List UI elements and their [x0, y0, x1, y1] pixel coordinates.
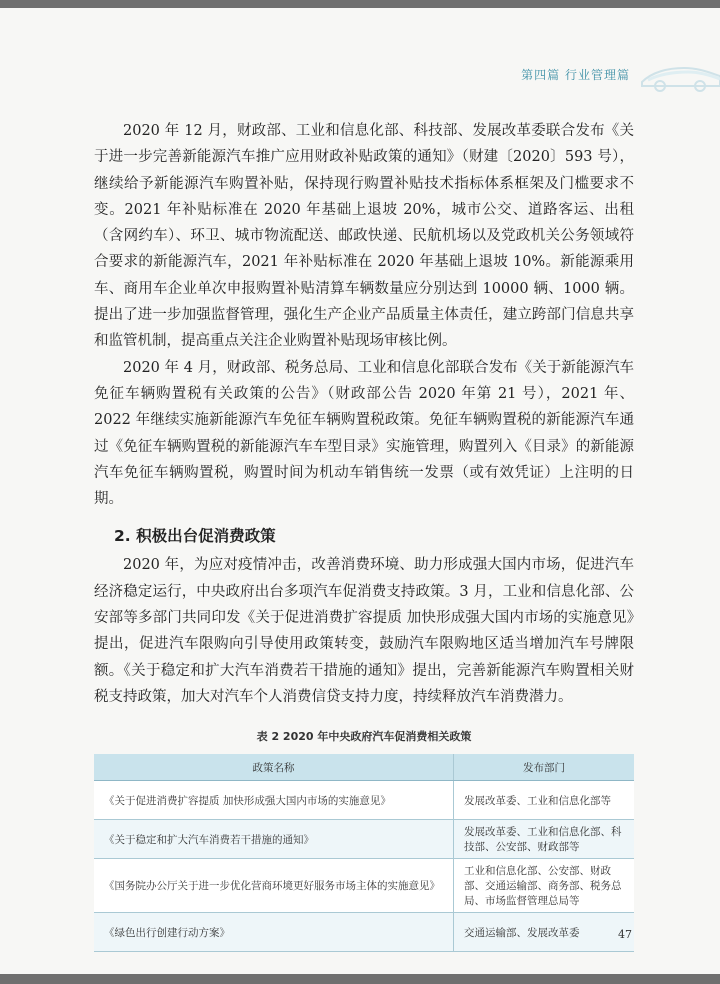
- table-row: [94, 913, 634, 952]
- paragraph-consumption-policy: 2020 年，为应对疫情冲击，改善消费环境、助力形成强大国内市场，促进汽车经济稳定运行，中央政府出台多项汽车促消费支持政策。3 月，工业和信息化部、公安部等多部门共同印发《关于促进消费扩容提质 加快形成强大国内市场的实施意见》提出，促进汽车限购向引导使用政策转变，鼓励汽车限购地区适当增加汽车号牌限额。《关于稳定和扩大汽车消费若干措施的通知》提出，完善新能源汽车购置相关财税支持政策，加大对汽车个人消费信贷支持力度，持续释放汽车消费潜力。: [94, 557, 634, 705]
- policy-name-cell: 《关于促进消费扩容提质 加快形成强大国内市场的实施意见》: [94, 781, 454, 820]
- table-caption: 表 2 2020 年中央政府汽车促消费相关政策: [256, 730, 472, 744]
- column-header-policy-name: 政策名称: [94, 754, 454, 781]
- policy-name-cell: 《绿色出行创建行动方案》: [94, 913, 454, 952]
- department-cell: 发展改革委、工业和信息化部、科技部、公安部、财政部等: [454, 820, 635, 859]
- department-cell: 交通运输部、发展改革委: [454, 913, 635, 952]
- department-cell: 工业和信息化部、公安部、财政部、交通运输部、商务部、税务总局、市场监督管理总局等: [454, 859, 635, 913]
- car-silhouette-icon: [638, 52, 720, 94]
- table-row: [94, 820, 634, 859]
- column-header-department: 发布部门: [454, 754, 635, 781]
- department-cell: 发展改革委、工业和信息化部等: [454, 781, 635, 820]
- running-header-label: 第四篇 行业管理篇: [521, 68, 630, 82]
- policy-table: [94, 754, 634, 952]
- paragraph-subsidy-policy: 2020 年 12 月，财政部、工业和信息化部、科技部、发展改革委联合发布《关于进一步完善新能源汽车推广应用财政补贴政策的通知》（财建〔2020〕593 号），继续给予新能源汽车购置补贴，保持现行购置补贴技术指标体系框架及门槛要求不变。2021 年补贴标准在 2020 年基础上退坡 20%，城市公交、道路客运、出租（含网约车）、环卫、城市物流配送、邮政快递、民航机场以及党政机关公务领域符合要求的新能源汽车，2021 年补贴标准在 2020 年基础上退坡 10%。新能源乘用车、商用车企业单次申报购置补贴清算车辆数量应分别达到 10000 辆、1000 辆。提出了进一步加强监督管理，强化生产企业产品质量主体责任，建立跨部门信息共享和监管机制，提高重点关注企业购置补贴现场审核比例。: [94, 123, 634, 350]
- table-header-row: [94, 754, 634, 781]
- policy-name-cell: 《国务院办公厅关于进一步优化营商环境更好服务市场主体的实施意见》: [94, 859, 454, 913]
- policy-name-cell: 《关于稳定和扩大汽车消费若干措施的通知》: [94, 820, 454, 859]
- page-number: 47: [618, 928, 632, 941]
- paragraph-purchase-tax-policy: 2020 年 4 月，财政部、税务总局、工业和信息化部联合发布《关于新能源汽车免征车辆购置税有关政策的公告》（财政部公告 2020 年第 21 号），2021 年、2022 年继续实施新能源汽车免征车辆购置税政策。免征车辆购置税的新能源汽车通过《免征车辆购置税的新能源汽车车型目录》实施管理，购置列入《目录》的新能源汽车免征车辆购置税，购置时间为机动车销售统一发票（或有效凭证）上注明的日期。: [94, 359, 634, 508]
- table-row: [94, 781, 634, 820]
- body-content: [94, 118, 634, 952]
- section-heading: 2. 积极出台促消费政策: [114, 527, 276, 546]
- document-page: [0, 8, 720, 974]
- table-row: [94, 859, 634, 913]
